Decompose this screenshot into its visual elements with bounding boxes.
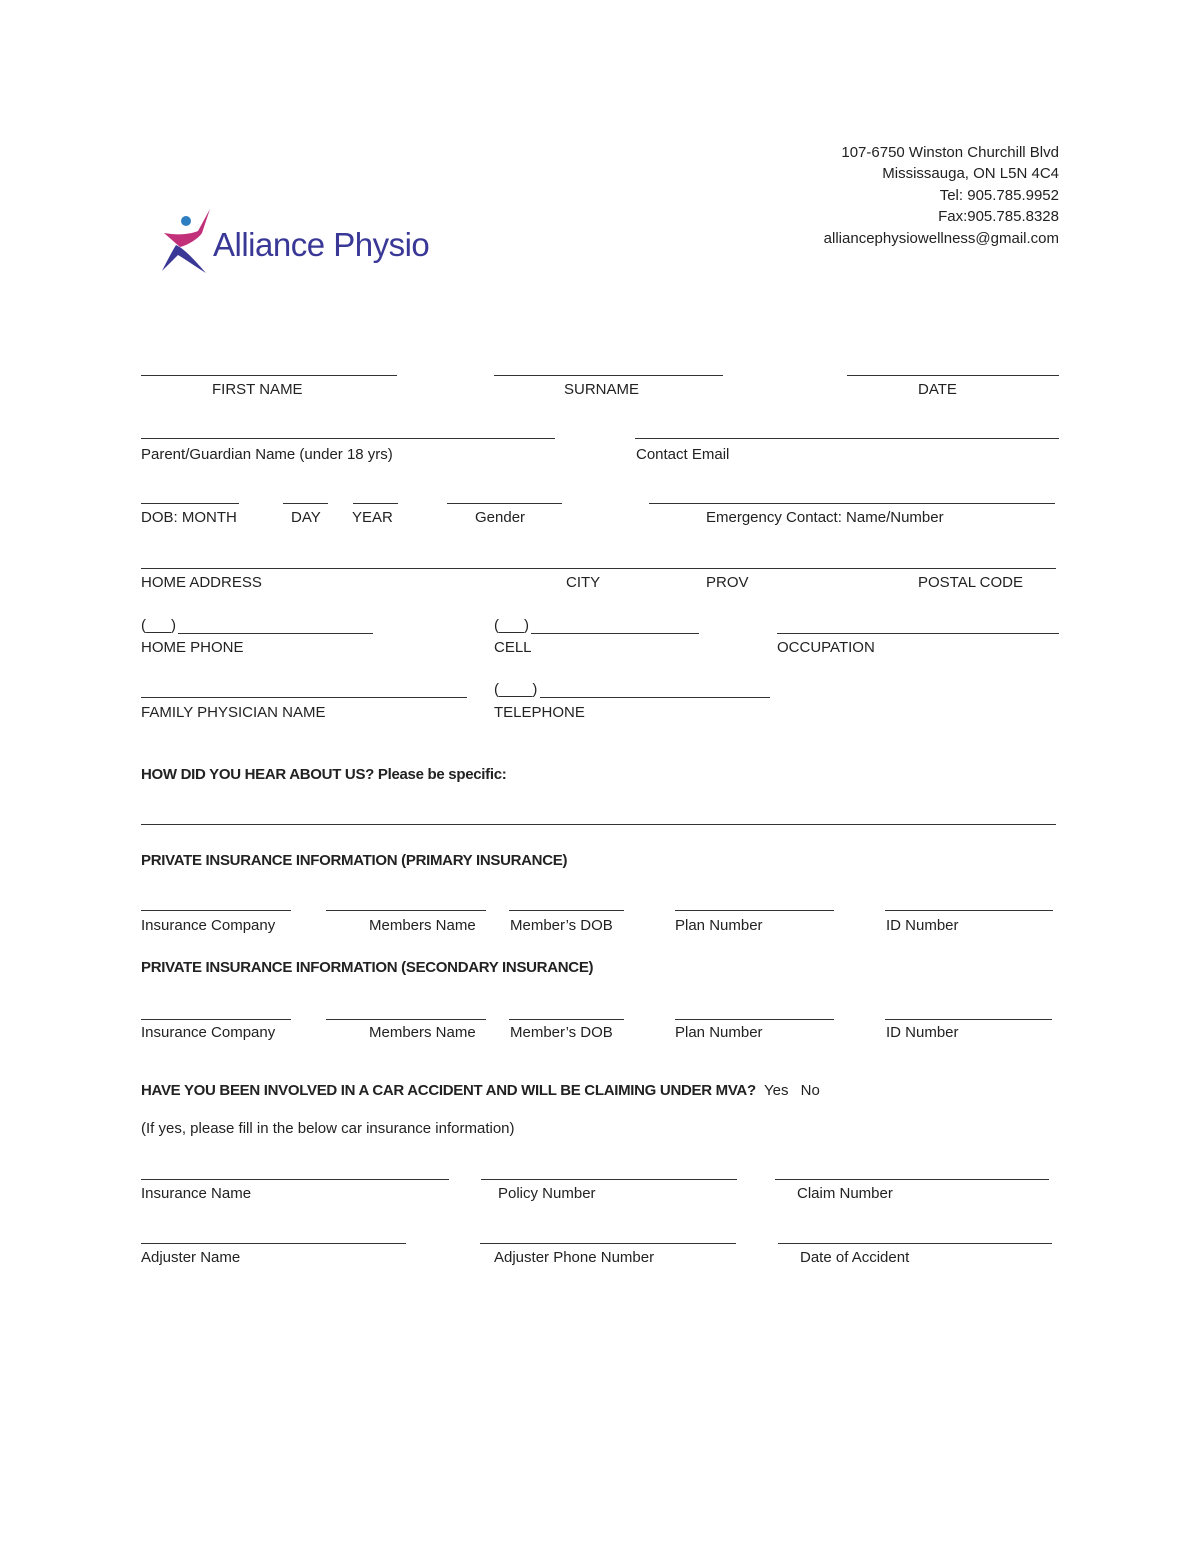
date-line[interactable]	[847, 375, 1059, 376]
home-address-line[interactable]	[141, 568, 1056, 569]
mva-question-row	[141, 1082, 820, 1100]
physician-area-code: (____)	[494, 681, 538, 698]
surname-line[interactable]	[494, 375, 723, 376]
city-label: CITY	[566, 574, 601, 591]
secondary-members-dob-label: Member’s DOB	[510, 1024, 613, 1041]
secondary-members-dob-line[interactable]	[509, 1019, 624, 1020]
secondary-company-label: Insurance Company	[141, 1024, 276, 1041]
address-line-2: Mississauga, ON L5N 4C4	[882, 165, 1059, 182]
logo-figure-icon	[158, 205, 214, 277]
postal-code-label: POSTAL CODE	[918, 574, 1024, 591]
primary-id-label: ID Number	[886, 917, 959, 934]
guardian-line[interactable]	[141, 438, 555, 439]
emergency-contact-line[interactable]	[649, 503, 1055, 504]
secondary-insurance-heading: PRIVATE INSURANCE INFORMATION (SECONDARY INSURANCE)	[141, 959, 594, 976]
primary-company-line[interactable]	[141, 910, 291, 911]
mva-question: HAVE YOU BEEN INVOLVED IN A CAR ACCIDENT AND WILL BE CLAIMING UNDER MVA?	[141, 1082, 756, 1099]
dob-month-label: DOB: MONTH	[141, 509, 237, 526]
contact-email-label: Contact Email	[636, 446, 730, 463]
gender-label: Gender	[475, 509, 526, 526]
home-phone-line[interactable]	[178, 633, 373, 634]
dob-day-label: DAY	[291, 509, 321, 526]
phone-number: Tel: 905.785.9952	[939, 187, 1059, 204]
mva-no-option[interactable]: No	[800, 1082, 820, 1099]
dob-month-line[interactable]	[141, 503, 239, 504]
mva-date-of-accident-label: Date of Accident	[800, 1249, 910, 1266]
contact-email-line[interactable]	[635, 438, 1059, 439]
secondary-plan-label: Plan Number	[675, 1024, 763, 1041]
dob-day-line[interactable]	[283, 503, 328, 504]
home-phone-area-code: (___)	[141, 617, 177, 634]
physician-telephone-label: TELEPHONE	[494, 704, 585, 721]
surname-label: SURNAME	[564, 381, 640, 398]
emergency-contact-label: Emergency Contact: Name/Number	[706, 509, 944, 526]
hear-about-us-label: HOW DID YOU HEAR ABOUT US? Please be specific:	[141, 766, 507, 783]
cell-line[interactable]	[531, 633, 699, 634]
primary-plan-line[interactable]	[675, 910, 834, 911]
mva-claim-number-line[interactable]	[775, 1179, 1049, 1180]
mva-date-of-accident-line[interactable]	[778, 1243, 1052, 1244]
primary-members-name-line[interactable]	[326, 910, 486, 911]
primary-members-dob-label: Member’s DOB	[510, 917, 613, 934]
first-name-label: FIRST NAME	[212, 381, 303, 398]
cell-label: CELL	[494, 639, 532, 656]
primary-members-dob-line[interactable]	[509, 910, 624, 911]
physician-label: FAMILY PHYSICIAN NAME	[141, 704, 326, 721]
secondary-company-line[interactable]	[141, 1019, 291, 1020]
secondary-id-line[interactable]	[885, 1019, 1052, 1020]
mva-note: (If yes, please fill in the below car insurance information)	[141, 1120, 515, 1137]
mva-adjuster-phone-line[interactable]	[480, 1243, 736, 1244]
date-label: DATE	[918, 381, 957, 398]
dob-year-label: YEAR	[352, 509, 393, 526]
mva-yes-option[interactable]: Yes	[763, 1082, 789, 1099]
secondary-members-name-line[interactable]	[326, 1019, 486, 1020]
primary-members-name-label: Members Name	[369, 917, 476, 934]
gender-line[interactable]	[447, 503, 562, 504]
fax-number: Fax:905.785.8328	[938, 208, 1059, 225]
mva-policy-number-line[interactable]	[481, 1179, 737, 1180]
mva-adjuster-name-line[interactable]	[141, 1243, 406, 1244]
guardian-label: Parent/Guardian Name (under 18 yrs)	[141, 446, 393, 463]
physician-telephone-line[interactable]	[540, 697, 770, 698]
dob-year-line[interactable]	[353, 503, 398, 504]
home-phone-label: HOME PHONE	[141, 639, 244, 656]
primary-id-line[interactable]	[885, 910, 1053, 911]
mva-claim-number-label: Claim Number	[797, 1185, 893, 1202]
primary-insurance-heading: PRIVATE INSURANCE INFORMATION (PRIMARY INSURANCE)	[141, 852, 568, 869]
first-name-line[interactable]	[141, 375, 397, 376]
occupation-label: OCCUPATION	[777, 639, 875, 656]
secondary-members-name-label: Members Name	[369, 1024, 476, 1041]
primary-company-label: Insurance Company	[141, 917, 276, 934]
hear-about-us-line[interactable]	[141, 824, 1056, 825]
prov-label: PROV	[706, 574, 749, 591]
home-address-label: HOME ADDRESS	[141, 574, 262, 591]
email-address: alliancephysiowellness@gmail.com	[823, 230, 1059, 247]
occupation-line[interactable]	[777, 633, 1059, 634]
logo-brand-text: Alliance Physio	[213, 226, 430, 263]
address-line-1: 107-6750 Winston Churchill Blvd	[841, 144, 1059, 161]
cell-area-code: (___)	[494, 617, 530, 634]
mva-adjuster-phone-label: Adjuster Phone Number	[494, 1249, 655, 1266]
mva-adjuster-name-label: Adjuster Name	[141, 1249, 241, 1266]
primary-plan-label: Plan Number	[675, 917, 763, 934]
mva-insurance-name-label: Insurance Name	[141, 1185, 252, 1202]
physician-line[interactable]	[141, 697, 467, 698]
mva-policy-number-label: Policy Number	[498, 1185, 596, 1202]
secondary-plan-line[interactable]	[675, 1019, 834, 1020]
secondary-id-label: ID Number	[886, 1024, 959, 1041]
mva-insurance-name-line[interactable]	[141, 1179, 449, 1180]
